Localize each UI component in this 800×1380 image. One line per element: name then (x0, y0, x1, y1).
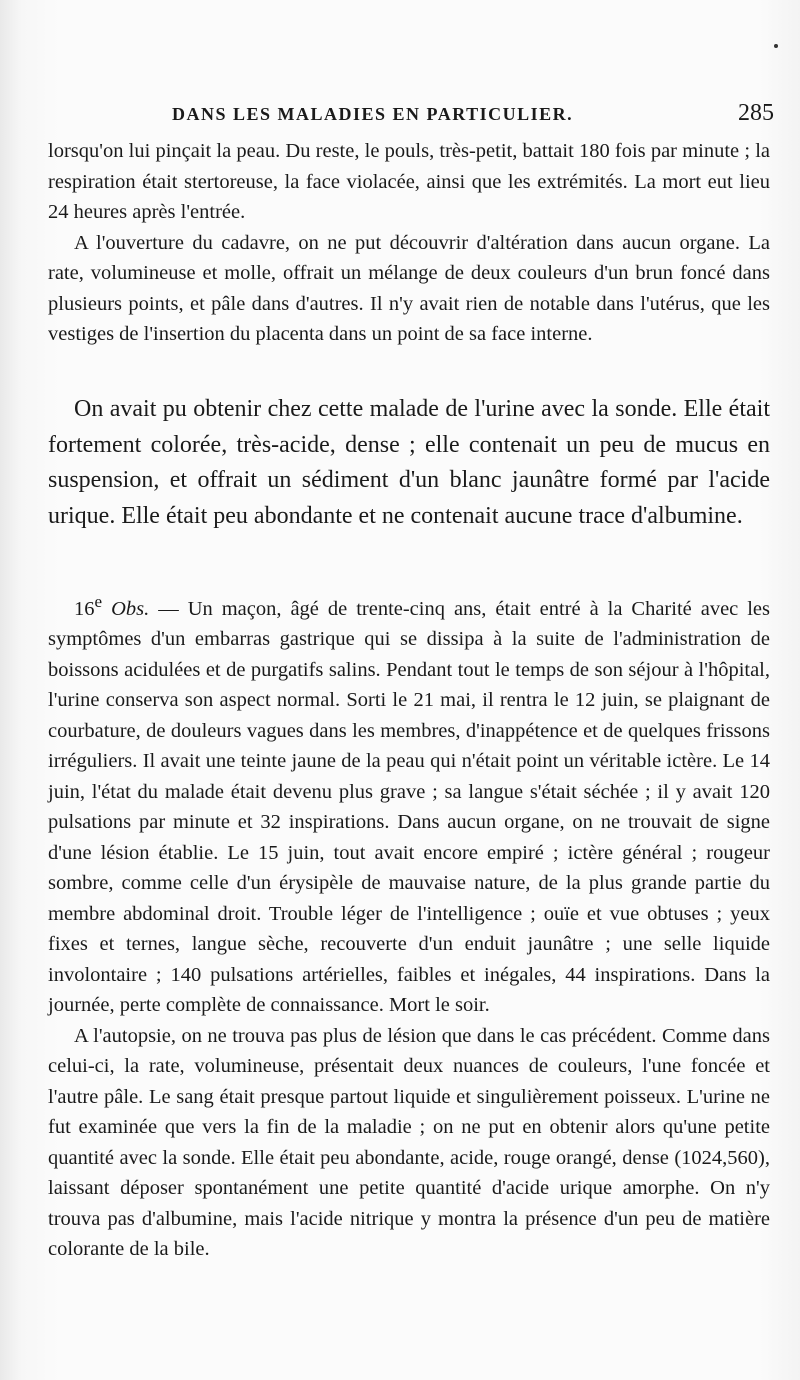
paragraph-autopsy-2: A l'autopsie, on ne trouva pas plus de lésion que dans le cas précédent. Comme dans celui-ci, la rate, volumineuse, présentait deux nuances de couleurs, l'une foncée et l'autre pâle. Le sang était presque partout liquide et singulièrement poisseux. L'urine ne fut examinée que vers la fin de la maladie ; on ne put en obtenir alors qu'une petite quantité avec la sonde. Elle était peu abondante, acide, rouge orangé, dense (1024,560), laissant déposer spontanément une petite quantité d'acide urique amorphe. On n'y trouva pas d'albumine, mais l'acide nitrique y montra la présence d'un peu de matière colorante de la bile. (48, 1024, 770, 1261)
page-number: 285 (738, 100, 774, 126)
running-head: DANS LES MALADIES EN PARTICULIER. (172, 104, 574, 124)
paragraph-observation-16 (48, 587, 770, 1021)
case-continuation-block (48, 136, 770, 350)
urine-analysis-block (48, 392, 770, 534)
paragraph-autopsy-1: A l'ouverture du cadavre, on ne put découvrir d'altération dans aucun organe. La rate, volumineuse et molle, offrait un mélange de deux couleurs d'un brun foncé dans plusieurs points, et pâle dans d'autres. Il n'y avait rien de notable dans l'utérus, que les vestiges de l'insertion du placenta dans un point de sa face interne. (48, 231, 770, 345)
observation-text: — Un maçon, âgé de trente-cinq ans, était entré à la Charité avec les symptômes d'un embarras gastrique qui se dissipa à la suite de l'administration de boissons acidulées et de purgatifs salins. Pendant tout le temps de son séjour à l'hôpital, l'urine conserva son aspect normal. Sorti le 21 mai, il rentra le 12 juin, se plaignant de courbature, de douleurs vagues dans les membres, d'inappétence et de quelques frissons irréguliers. Il avait une teinte jaune de la peau qui n'était point un véritable ictère. Le 14 juin, l'état du malade était devenu plus grave ; sa langue s'était séchée ; il y avait 120 pulsations par minute et 32 inspirations. Dans aucun organe, on ne trouvait de signe d'une lésion établie. Le 15 juin, tout avait encore empiré ; ictère général ; rougeur sombre, comme celle d'un érysipèle de mauvaise nature, de la plus grande partie du membre abdominal droit. Trouble léger de l'intelligence ; ouïe et vue obtuses ; yeux fixes et ternes, langue sèche, recouverte d'un enduit jaunâtre ; une selle liquide involontaire ; 140 pulsations artérielles, faibles et inégales, 44 inspirations. Dans la journée, perte complète de connaissance. Mort le soir. (48, 597, 771, 1017)
observation-number-suffix: e (94, 592, 103, 611)
paragraph-urine-analysis: On avait pu obtenir chez cette malade de l'urine avec la sonde. Elle était fortement colorée, très-acide, dense ; elle contenait un peu de mucus en suspension, et offrait un sédiment d'un blanc jaunâtre formé par l'acide urique. Elle était peu abondante et ne contenait aucune trace d'albumine. (48, 396, 770, 529)
page-header (48, 100, 774, 134)
observation-label: Obs. (111, 597, 150, 620)
observation-number: 16 (74, 597, 95, 620)
observation-16-block (48, 587, 770, 1265)
paragraph-case-end: lorsqu'on lui pinçait la peau. Du reste, le pouls, très-petit, battait 180 fois par minute ; la respiration était stertoreuse, la face violacée, ainsi que les extrémités. La mort eut lieu 24 heures après l'entrée. (48, 140, 770, 223)
ink-speck (774, 44, 778, 48)
